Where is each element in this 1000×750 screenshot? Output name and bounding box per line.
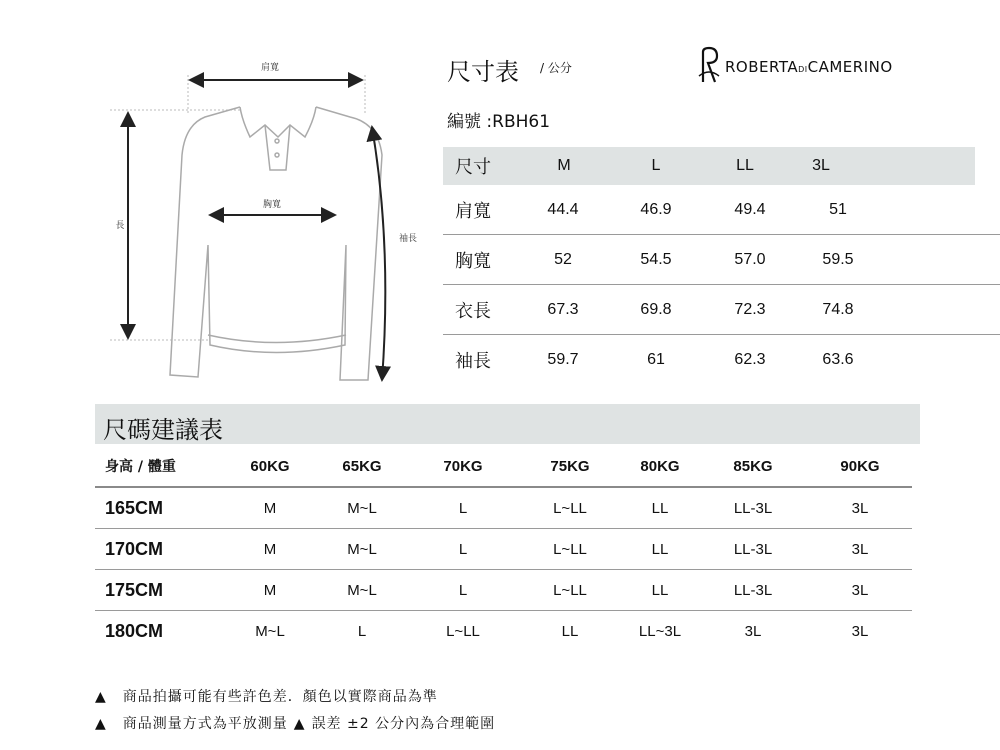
size-cell: M~L	[347, 499, 377, 517]
measure-value: 69.8	[640, 300, 672, 318]
size-cell: L	[458, 499, 468, 517]
size-cell: L~LL	[553, 540, 587, 558]
size-cell: 3L	[744, 622, 762, 640]
size-cell: L	[458, 581, 468, 599]
recommendation-banner	[95, 404, 920, 444]
size-col-header: L	[651, 157, 661, 174]
size-cell: LL	[651, 581, 669, 599]
size-col-header: LL	[736, 157, 754, 174]
unit-label: / 公分	[540, 61, 572, 75]
size-cell: 3L	[851, 622, 869, 640]
recommendation-row	[95, 529, 912, 570]
size-cell: LL	[651, 499, 669, 517]
size-cell: L~LL	[446, 622, 480, 640]
brand-name: ROBERTADICAMERINO	[725, 58, 893, 76]
model-number: 編號 :RBH61	[447, 112, 551, 132]
size-cell: M~L	[347, 540, 377, 558]
size-cell: M	[263, 540, 277, 558]
triangle-bullet-icon: ▲	[95, 716, 107, 732]
size-cell: L	[458, 540, 468, 558]
size-cell: LL-3L	[733, 499, 773, 517]
weight-col-header: 60KG	[250, 457, 290, 475]
measure-value: 54.5	[640, 250, 672, 268]
weight-col-header: 90KG	[840, 457, 880, 475]
size-cell: LL~3L	[638, 622, 682, 640]
weight-col-header: 80KG	[640, 457, 680, 475]
size-table	[443, 147, 1000, 384]
recommendation-header	[95, 446, 912, 488]
size-cell: LL	[651, 540, 669, 558]
size-cell: L~LL	[553, 581, 587, 599]
size-table-row	[443, 185, 1000, 235]
measure-label: 衣長	[455, 300, 491, 322]
measure-value: 59.7	[547, 350, 579, 368]
weight-col-header: 75KG	[550, 457, 590, 475]
weight-col-header: 70KG	[443, 457, 483, 475]
size-cell: 3L	[851, 581, 869, 599]
measure-value: 57.0	[734, 250, 766, 268]
height-label: 180CM	[105, 620, 164, 641]
height-label: 165CM	[105, 497, 164, 518]
triangle-bullet-icon: ▲	[293, 716, 306, 732]
height-label: 170CM	[105, 538, 164, 559]
size-cell: LL	[561, 622, 579, 640]
measure-value: 44.4	[547, 200, 579, 218]
triangle-bullet-icon: ▲	[95, 689, 107, 705]
brand-emblem-icon	[695, 46, 723, 86]
measure-value: 59.5	[822, 250, 854, 268]
recommendation-row	[95, 488, 912, 529]
sleeve-arrow	[372, 127, 385, 380]
brand-logo	[695, 46, 925, 86]
size-table-row	[443, 335, 1000, 384]
size-table-row	[443, 285, 1000, 335]
size-cell: M	[263, 499, 277, 517]
height-label: 175CM	[105, 579, 164, 600]
measure-label: 胸寬	[455, 250, 491, 272]
height-weight-label: 身高 / 體重	[105, 459, 176, 475]
note-measurement: ▲ 商品測量方式為平放測量 ▲ 誤差 ±2 公分內為合理範圍	[95, 716, 496, 732]
size-cell: M~L	[347, 581, 377, 599]
measure-label: 肩寬	[455, 200, 491, 222]
size-chart-title: 尺寸表	[447, 58, 519, 86]
size-cell: M	[263, 581, 277, 599]
recommendation-table	[95, 446, 912, 651]
measure-value: 63.6	[822, 350, 854, 368]
size-cell: L	[357, 622, 367, 640]
note-color-difference: ▲ 商品拍攝可能有些許色差．顏色以實際商品為準	[95, 689, 438, 705]
recommendation-row	[95, 570, 912, 611]
measure-value: 51	[829, 200, 847, 218]
measure-label: 袖長	[455, 350, 491, 372]
size-cell: L~LL	[553, 499, 587, 517]
length-label: 長	[115, 221, 125, 231]
measure-value: 61	[647, 350, 665, 368]
size-cell: M~L	[255, 622, 285, 640]
measure-value: 62.3	[734, 350, 766, 368]
measure-value: 52	[554, 250, 572, 268]
sleeve-label: 袖長	[398, 234, 418, 244]
measure-value: 46.9	[640, 200, 672, 218]
size-header-label: 尺寸	[455, 157, 491, 178]
size-cell: 3L	[851, 540, 869, 558]
size-table-row	[443, 235, 1000, 285]
shoulder-label: 肩寬	[260, 63, 280, 73]
size-col-header: M	[557, 157, 571, 174]
size-cell: LL-3L	[733, 581, 773, 599]
size-cell: LL-3L	[733, 540, 773, 558]
chest-label: 胸寬	[262, 200, 282, 210]
measure-value: 67.3	[547, 300, 579, 318]
measure-value: 49.4	[734, 200, 766, 218]
recommendation-title: 尺碼建議表	[103, 416, 223, 444]
weight-col-header: 85KG	[733, 457, 773, 475]
weight-col-header: 65KG	[342, 457, 382, 475]
size-table-header	[443, 147, 975, 185]
measure-value: 74.8	[822, 300, 854, 318]
size-col-header: 3L	[812, 157, 830, 174]
size-cell: 3L	[851, 499, 869, 517]
recommendation-row	[95, 611, 912, 651]
measure-value: 72.3	[734, 300, 766, 318]
shirt-measurement-diagram	[100, 45, 440, 395]
